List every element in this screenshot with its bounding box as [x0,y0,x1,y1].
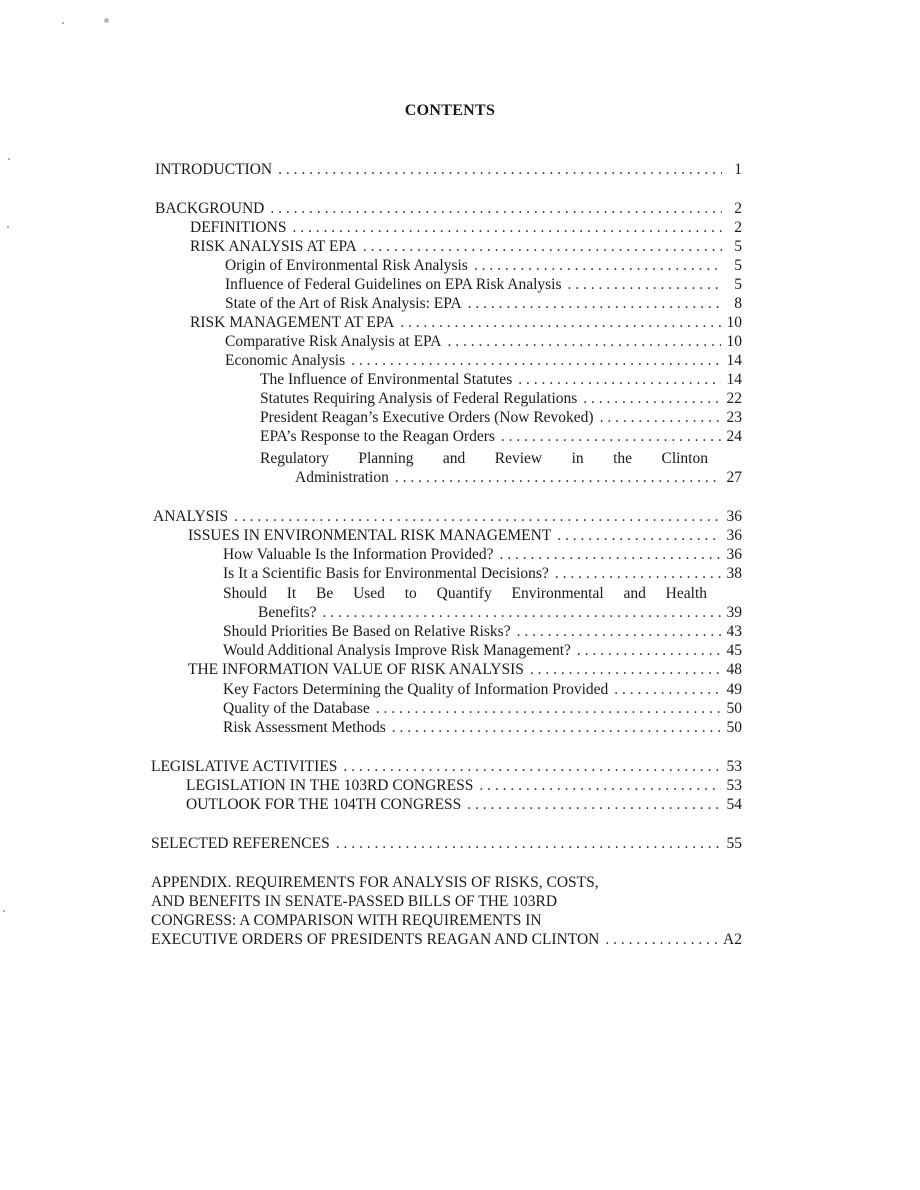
toc-entry-label: ISSUES IN ENVIRONMENTAL RISK MANAGEMENT [188,527,552,544]
leader-dots [351,351,720,370]
toc-entry [225,294,742,313]
leader-dots [467,795,720,814]
toc-entry [155,160,742,179]
leader-dots [376,699,721,718]
toc-entry-label: RISK ANALYSIS AT EPA [190,238,357,255]
toc-entry-page: 50 [726,700,742,717]
toc-entry [186,795,742,814]
leader-dots [605,930,717,949]
toc-entry-page: 2 [734,200,742,217]
leader-dots [468,294,722,313]
leader-dots [501,427,721,446]
toc-entry [223,622,742,641]
toc-entry-page: 45 [726,642,742,659]
toc-entry-page: 54 [726,796,742,813]
toc-entry-page: 5 [734,238,742,255]
toc-entry [223,564,742,583]
toc-entry-label: Economic Analysis [225,352,346,369]
leader-dots [323,603,721,622]
toc-entry-label: Origin of Environmental Risk Analysis [225,257,468,274]
toc-entry-page: 10 [726,314,742,331]
leader-dots [292,218,722,237]
toc-entry-page: 48 [726,661,742,678]
toc-entry-label: LEGISLATION IN THE 103RD CONGRESS [186,777,474,794]
leader-dots [278,160,722,179]
toc-entry [155,199,742,218]
toc-entry-page: 23 [726,409,742,426]
page-title: CONTENTS [404,102,496,119]
toc-entry-page: 5 [734,276,742,293]
toc-entry-page: 53 [726,758,742,775]
toc-entry-page: 22 [726,390,742,407]
toc-entry [223,680,742,699]
toc-entry-page: 2 [734,219,742,236]
toc-entry-page: 24 [726,428,742,445]
toc-entry-page: 36 [726,546,742,563]
toc-entry-page: 8 [734,295,742,312]
toc-entry [190,218,742,237]
leader-dots [336,834,721,853]
toc-entry [260,408,742,427]
scan-speck [3,910,5,912]
toc-entry [190,313,742,332]
toc-entry [225,256,742,275]
leader-dots [395,468,721,487]
toc-entry-label: Statutes Requiring Analysis of Federal Regulations [260,390,578,407]
toc-entry-label: The Influence of Environmental Statutes [260,371,513,388]
toc-entry-label: BACKGROUND [155,200,265,217]
toc-entry-label: How Valuable Is the Information Provided? [223,546,494,563]
toc-entry-label: INTRODUCTION [155,161,273,178]
leader-dots [270,199,722,218]
toc-entry [223,545,742,564]
leader-dots [479,776,720,795]
toc-entry [258,603,742,622]
toc-entry [153,507,742,526]
leader-dots [447,332,720,351]
leader-dots [343,757,720,776]
leader-dots [517,622,721,641]
toc-entry-label: THE INFORMATION VALUE OF RISK ANALYSIS [188,661,524,678]
toc-entry-label: Should Priorities Be Based on Relative Risks? [223,623,511,640]
toc-entry-page: 1 [734,161,742,178]
scan-speck [8,158,10,160]
leader-dots [555,564,721,583]
toc-entry-page: 27 [726,469,742,486]
toc-entry-page: 55 [726,835,742,852]
leader-dots [234,507,720,526]
leader-dots [577,641,721,660]
toc-entry-label: EPA’s Response to the Reagan Orders [260,428,495,445]
toc-entry-label: President Reagan’s Executive Orders (Now Revoked) [260,409,594,426]
toc-entry [223,718,742,737]
toc-entry [151,757,742,776]
toc-entry-label: Is It a Scientific Basis for Environmental Decisions? [223,565,549,582]
appendix-line: EXECUTIVE ORDERS OF PRESIDENTS REAGAN AND CLINTON [151,931,600,948]
appendix-line: APPENDIX. REQUIREMENTS FOR ANALYSIS OF RISKS, COSTS, [151,874,599,891]
leader-dots [518,370,720,389]
toc-entry-label: RISK MANAGEMENT AT EPA [190,314,395,331]
toc-entry-label: Comparative Risk Analysis at EPA [225,333,442,350]
toc-entry [151,834,742,853]
toc-entry-page: 14 [726,371,742,388]
toc-entry-label: DEFINITIONS [190,219,287,236]
leader-dots [557,526,720,545]
leader-dots [568,275,722,294]
toc-entry-label: Should It Be Used to Quantify Environmental and Health [223,585,707,602]
leader-dots [363,237,722,256]
toc-entry-page: 39 [726,604,742,621]
toc-entry [188,660,742,679]
toc-entry [188,526,742,545]
toc-entry-label: Quality of the Database [223,700,370,717]
toc-entry [186,776,742,795]
toc-entry-label: SELECTED REFERENCES [151,835,330,852]
toc-entry-page: 38 [726,565,742,582]
toc-entry-label-cont: Benefits? [258,604,317,621]
toc-entry [260,389,742,408]
leader-dots [600,408,721,427]
toc-entry [225,351,742,370]
toc-entry-label: Would Additional Analysis Improve Risk Management? [223,642,571,659]
toc-entry-label-cont: Administration [295,469,389,486]
toc-entry-page: 43 [726,623,742,640]
leader-dots [474,256,722,275]
toc-entry-label: LEGISLATIVE ACTIVITIES [151,758,338,775]
scan-speck [7,226,9,228]
toc-entry-label: State of the Art of Risk Analysis: EPA [225,295,462,312]
toc-entry-label: Risk Assessment Methods [223,719,386,736]
toc-entry [260,370,742,389]
toc-entry-page: 10 [726,333,742,350]
toc-entry-page: 5 [734,257,742,274]
leader-dots [530,660,721,679]
leader-dots [614,680,720,699]
toc-entry [190,237,742,256]
toc-entry-page: 50 [726,719,742,736]
toc-entry [260,427,742,446]
appendix-line: AND BENEFITS IN SENATE-PASSED BILLS OF THE 103RD [151,893,558,910]
toc-entry-page: 14 [726,352,742,369]
toc-entry [295,468,742,487]
toc-entry-page: 36 [726,527,742,544]
toc-entry-label: Influence of Federal Guidelines on EPA Risk Analysis [225,276,562,293]
toc-entry [151,930,742,949]
scan-speck [62,22,64,24]
toc-entry-label: ANALYSIS [153,508,229,525]
leader-dots [499,545,720,564]
toc-entry-page: 49 [726,681,742,698]
leader-dots [583,389,720,408]
toc-entry [223,699,742,718]
scan-speck [104,18,109,23]
leader-dots [400,313,720,332]
toc-entry [225,332,742,351]
toc-entry [225,275,742,294]
toc-entry-label: Regulatory Planning and Review in the Clinton [260,450,708,467]
toc-entry-label: OUTLOOK FOR THE 104TH CONGRESS [186,796,462,813]
toc-entry-label: Key Factors Determining the Quality of Information Provided [223,681,609,698]
appendix-line: CONGRESS: A COMPARISON WITH REQUIREMENTS IN [151,912,542,929]
toc-entry-page: 53 [726,777,742,794]
toc-entry [223,641,742,660]
appendix-page: A2 [723,931,742,948]
toc-entry-page: 36 [726,508,742,525]
leader-dots [392,718,721,737]
